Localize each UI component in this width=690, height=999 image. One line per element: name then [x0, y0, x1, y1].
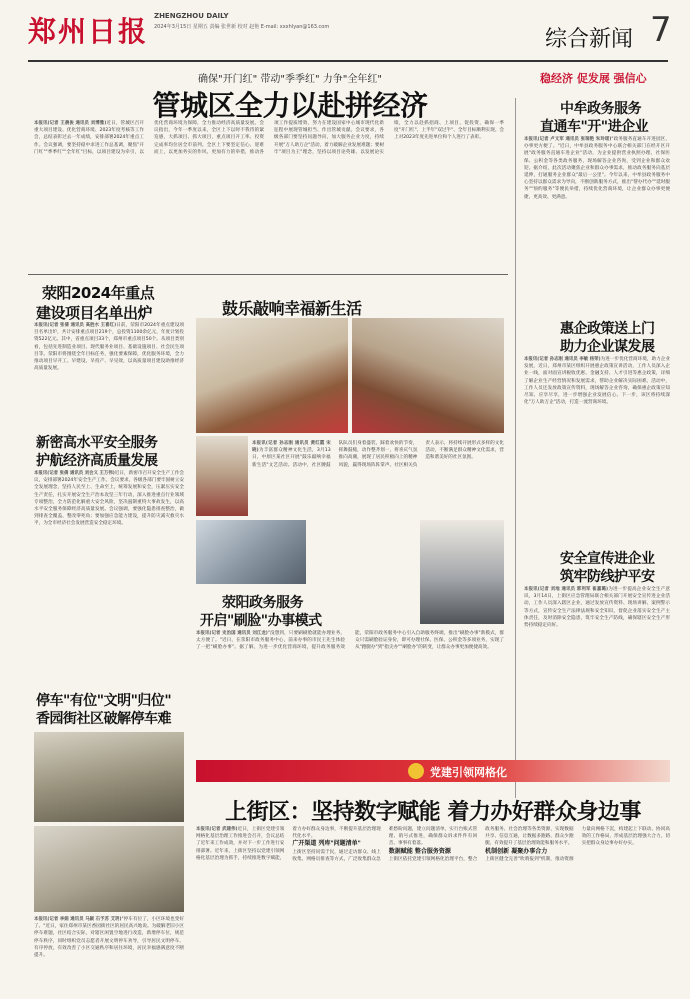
- drum-photo-bottom: [196, 436, 248, 516]
- lead-body-text: 近日，管城区召开重大项目建设、优化营商环境、2023年度考核等工作会，总结表彰过去一年成绩，安排部署2024年重点工作。会议强调，要坚持稳中求进工作总基调，聚焦"开门红""季季红""全年红"目标，以项目建设为牵引，以优化营商环境为保障，全力推动经济高质量发展。会议指出，今年一季度以来，全区上下以时不我待的紧迫感，大抓项目、抓大项目，重点项目开工率、投资完成率均位居全市前列。全区上下要坚定信心、迎难而上，以更加务实的作风、更加有力的举措，推动各项工作提质增效，努力在建设国家中心城市现代化新征程中展现管城担当、作出管城贡献。会议要求，各级各部门要坚持问题导向，加大服务企业力度，持续开展"万人助万企"活动，着力破解企业发展难题；要树牢"项目为王"理念，坚持以项目论英雄、以发展论实绩，全力以赴抓招商、上项目、促投资，确保一季度"开门红"、上半年"双过半"、全年目标顺利实现。会上对2023年度先进单位和个人进行了表彰。: [34, 121, 504, 155]
- xinmi-body-text: 近日，新密市召开安全生产工作会议，安排部署2024年安全生产工作。会议要求，各级各部门要牢固树立安全发展理念，坚持人民至上、生命至上，统筹发展和安全，压紧压实安全生产责任，扎实开展安全生产治本攻坚三年行动，深入推进重点行业领域专项整治，全力防范化解重大安全风险，坚决遏制重特大事故发生，以高水平安全服务保障经济高质量发展。会议强调，要强化隐患排查整治，做到排查全覆盖、整改零死角；要加强应急能力建设，提升防灾减灾救灾水平，为全市经济社会发展营造安全稳定环境。: [34, 471, 184, 527]
- xinmi-body: [34, 470, 184, 678]
- gov-body-text: "没想到，只要刷刷脸就能办理业务，太方便了。"近日，在荥阳市政务服务中心，前来办事的市民王先生体验了一把"刷脸办事"。据了解，为进一步优化营商环境，提升政务服务效能，荥阳市政务服务中心引入自助服务终端，推出"刷脸办事"新模式，群众只需刷脸验证身份，即可办理社保、医保、公积金等多项业务，实现了从"跑腿办"到"指尖办""刷脸办"的转变，让群众办事更加便捷高效。: [196, 631, 504, 651]
- shangjie-safety-byline: 本报讯(记者 刘地 通讯员 郭利军 崔嘉璐): [524, 587, 609, 592]
- xingyang-body: [34, 322, 184, 424]
- masthead-logo: 郑州日报: [28, 15, 149, 48]
- shangjie-safety-body: [524, 586, 670, 746]
- masthead-date: 2024年3月15日 星期五 责编 张世新 校对 赵艳 E-mail: xxxhlyan@163.com: [154, 24, 330, 30]
- gov-title-2: 开启"刷脸"办事模式: [200, 613, 322, 629]
- lead-byline: 本报讯(记者 王晨俊 通讯员 刘博雅): [34, 121, 107, 126]
- drum-title: 鼓乐敲响幸福新生活: [222, 299, 362, 318]
- party-title: 上街区：坚持数字赋能 着力办好群众身边事: [225, 800, 641, 825]
- parking-title-1: 停车"有位"文明"归位": [36, 693, 172, 709]
- party-body: [196, 826, 670, 992]
- parking-body-text: "停车有位了，小区环境也变好了。"近日，家住郑州市某区香园街社区的居民高兴地说。为破解老旧小区停车难题，社区结合实际，对辖区闲置空地进行改造，新增停车位，规范停车秩序，同时组织党员志愿者开展文明停车劝导，引导居民文明停车、有序停放，有效改善了小区交通秩序和居住环境，居民幸福感满意度不断提升。: [34, 917, 184, 959]
- parking-photo-1: [34, 732, 184, 822]
- party-sub2: 数据赋能 整合服务资源: [388, 847, 451, 855]
- huiqi-byline: 本报讯(记者 孙志刚 通讯员 李敏 杨荣): [524, 357, 601, 362]
- xinmi-byline: 本报讯(记者 张倩 通讯员 刘会义 王万伟): [34, 471, 115, 476]
- party-body-text: 近日，上街区党建引领网格化基层治理工作推进会召开，会议总结了近年来工作成效，并对下一步工作进行安排部署。近年来，上街区坚持以党建引领网格化基层治理为抓手，持续推进数字赋能，着力办好群众身边事，不断提升基层治理现代化水平。: [196, 827, 381, 861]
- parking-photo-2: [34, 826, 184, 912]
- column-rule-right: [515, 98, 516, 798]
- huiqi-body-text: 为进一步优化营商环境，助力企业发展，近日，郑州市某区组织开展惠企政策宣讲活动，工作人员深入企业一线，面对面宣讲税收优惠、金融支持、人才引进等惠企政策，详细了解企业生产经营情况和发展需求，帮助企业解决实际困难。活动中，工作人员还发放政策宣传资料，现场解答企业咨询，确保惠企政策应知尽知、应享尽享，进一步增强企业发展信心。下一步，该区将持续深化"万人助万企"活动，打造一流营商环境。: [524, 357, 670, 406]
- drum-photo-right: [352, 318, 504, 433]
- masthead: [0, 0, 690, 64]
- xingyang-title-2: 建设项目名单出炉: [36, 304, 153, 322]
- lead-title: 管城区全力以赴拼经济: [152, 89, 428, 122]
- zhongmou-title-2: 直通车"开"进企业: [540, 119, 649, 135]
- zhongmou-title-1: 中牟政务服务: [560, 101, 641, 117]
- party-section-label: 党建引领网格化: [430, 766, 507, 779]
- shangjie-safety-title-2: 筑牢防线护平安: [560, 569, 655, 585]
- drum-caption: [252, 440, 504, 514]
- party-sub3: 机制创新 凝聚办事合力: [485, 847, 548, 855]
- kiosk-photo: [420, 520, 504, 624]
- party-sub1: 广开渠道 列库"问题清单": [292, 840, 361, 848]
- zhongmou-body-text: "政务服务直通车开进园区，办事更方便了。"近日，中牟县政务服务中心联合相关部门在经开区开展"政务服务直通车进企业"活动，为企业提供营业执照办理、社保医保、公积金等各类政务服务，现场解答企业咨询，受到企业和群众欢迎。据介绍，此次活动聚焦企业和群众办事需求，推动政务服务向基层延伸，打通服务企业群众"最后一公里"。今年以来，中牟县政务服务中心坚持以群众需求为导向，不断创新服务方式，推出"帮办代办""延时服务""预约服务"等便民举措，持续优化营商环境，让企业群众办事更便捷、更高效、更满意。: [524, 137, 670, 200]
- xingyang-title-1: 荥阳2024年重点: [42, 284, 155, 302]
- gov-byline: 本报讯(记者 史治国 通讯员 刘江龙): [196, 631, 268, 636]
- drum-photo-left: [196, 318, 348, 433]
- huiqi-title-1: 惠企政策送上门: [560, 321, 655, 337]
- lead-body: [34, 120, 504, 270]
- xingyang-body-text: 日前，荥阳市2024年重点建设项目名单出炉，共计安排重点项目219个，总投资1100余亿元，年度计划投资522亿元。其中，省重点项目33个，郑州市重点项目50个。从项目类别看，包括先进制造业项目、现代服务业项目、基础设施项目、社会民生项目等。荥阳市将围绕全年目标任务，强化要素保障，优化服务环境，全力推动项目早开工、早建设、早投产、早见效，以高质量项目建设助推经济高质量发展。: [34, 323, 184, 372]
- huiqi-body: [524, 356, 670, 536]
- section-title: 综合新闻: [545, 27, 634, 52]
- xinmi-title-1: 新密高水平安全服务: [36, 435, 158, 451]
- gov-title-1: 荥阳政务服务: [222, 595, 303, 611]
- gov-photo: [196, 520, 306, 584]
- party-sub2-body: 上街区依托党建引领网格化治理平台，整合政务服务、社会治理等各类资源，实现数据共享、信息互通，让数据多跑路、群众少跑腿，有效提升了基层治理效能和服务水平。: [388, 827, 574, 862]
- party-emblem-icon: [408, 763, 424, 779]
- party-byline: 本报讯(记者 武建伟): [196, 827, 238, 832]
- zhongmou-byline: 本报讯(记者 卢文军 通讯员 张瑞艳 朱玲瑶): [524, 137, 612, 142]
- shangjie-safety-title-1: 安全宣传进企业: [560, 551, 655, 567]
- xingyang-byline: 本报讯(记者 张倩 通讯员 高胜水 王喜红): [34, 323, 117, 328]
- drum-caption-text: 为丰富群众精神文化生活，3月13日，中原区某社区开展"鼓乐敲响幸福新生活"文艺活动。活动中，社区腰鼓队队员们身着盛装，踩着欢快的节奏，挥舞鼓槌，动作整齐划一，将喜庆气氛推向高潮，展现了居民积极向上的精神风貌，赢得现场阵阵掌声。社区相关负责人表示，将持续开展形式多样的文化活动，不断满足群众精神文化需求，营造和谐美好的社区氛围。: [252, 441, 504, 468]
- zhongmou-body: [524, 136, 670, 286]
- gov-body: [196, 630, 504, 738]
- page-number: 7: [650, 10, 672, 50]
- shangjie-safety-body-text: 为进一步提高企业安全生产意识，3月14日，上街区应急管理局联合相关部门开展安全宣传进企业活动，工作人员深入辖区企业，通过发放宣传资料、现场讲解、案例警示等方式，宣传安全生产法律法规和安全知识，督促企业落实安全生产主体责任，及时消除安全隐患，筑牢安全生产防线，确保辖区安全生产形势持续稳定向好。: [524, 587, 670, 629]
- parking-title-2: 香园街社区破解停车难: [36, 711, 171, 727]
- huiqi-title-2: 助力企业谋发展: [560, 339, 655, 355]
- section-rule: [28, 274, 508, 275]
- party-sub3-body: 上街区健全完善"吹哨报到"机制，推动资源力量向网格下沉，构建起上下联动、协同高效的工作格局，形成基层治理强大合力，切实把群众身边事办好办实。: [485, 827, 670, 862]
- parking-byline: 本报讯(记者 李娟 通讯员 马颖 石予苏 艾玥): [34, 917, 122, 922]
- xinmi-title-2: 护航经济高质量发展: [36, 453, 158, 469]
- slogan: 稳经济 促发展 强信心: [540, 72, 647, 85]
- lead-kicker: 确保"开门红" 带动"季季红" 力争"全年红": [198, 74, 382, 85]
- drum-caption-byline: 本报讯(记者 孙志刚 通讯员 黄红霞 宋晓): [252, 441, 331, 454]
- party-sub1-body: 上街区坚持问需于民，通过走访群众、线上收集、网格员排查等方式，广泛收集群众急难愁盼问题，建立问题清单，实行台账式管理、销号式推进，确保群众诉求件件有回音、事事有着落。: [292, 827, 478, 862]
- masthead-english: ZHENGZHOU DAILY: [154, 12, 229, 20]
- masthead-divider: [28, 60, 668, 62]
- parking-body: [34, 916, 184, 992]
